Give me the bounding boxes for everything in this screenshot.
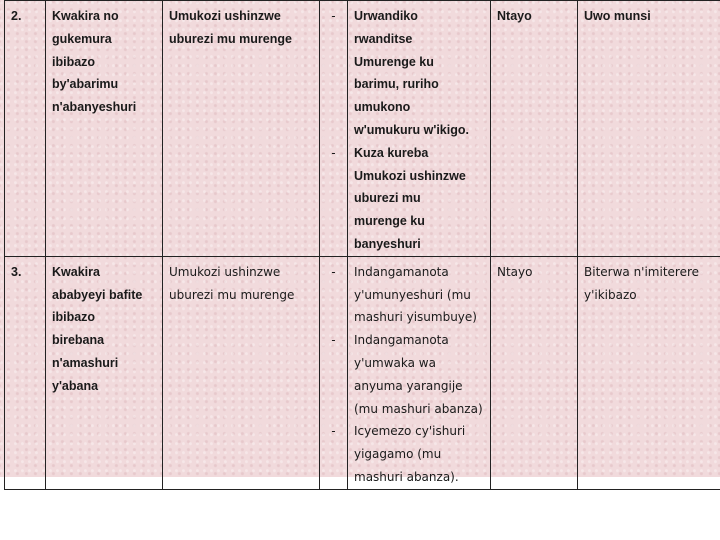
duration-cell: Biterwa n'imiterere y'ikibazo bbox=[578, 256, 720, 489]
table-row bbox=[5, 1, 720, 257]
table-row bbox=[5, 256, 720, 489]
dash-cell: - - - bbox=[320, 256, 348, 489]
cost-cell: Ntayo bbox=[491, 256, 578, 489]
requirements-cell: Urwandiko rwanditse Umurenge ku barimu, ruriho umukono w'umukuru w'ikigo. Kuza kureba Umukozi ushinzwe uburezi mu murenge ku banyeshuri bbox=[348, 1, 491, 257]
cost-cell: Ntayo bbox=[491, 1, 578, 257]
services-table bbox=[4, 0, 720, 490]
row-number: 2. bbox=[5, 1, 46, 257]
responsible-cell: Umukozi ushinzwe uburezi mu murenge bbox=[163, 1, 320, 257]
service-cell: Kwakira ababyeyi bafite ibibazo birebana n'amashuri y'abana bbox=[46, 256, 163, 489]
responsible-cell: Umukozi ushinzwe uburezi mu murenge bbox=[163, 256, 320, 489]
duration-cell: Uwo munsi bbox=[578, 1, 720, 257]
row-number: 3. bbox=[5, 256, 46, 489]
dash-cell: - - bbox=[320, 1, 348, 257]
service-cell: Kwakira no gukemura ibibazo by'abarimu n'abanyeshuri bbox=[46, 1, 163, 257]
requirements-cell: Indangamanota y'umunyeshuri (mu mashuri yisumbuye) Indangamanota y'umwaka wa anyuma yarangije (mu mashuri abanza) Icyemezo cy'ishuri yigagamo (mu mashuri abanza). bbox=[348, 256, 491, 489]
